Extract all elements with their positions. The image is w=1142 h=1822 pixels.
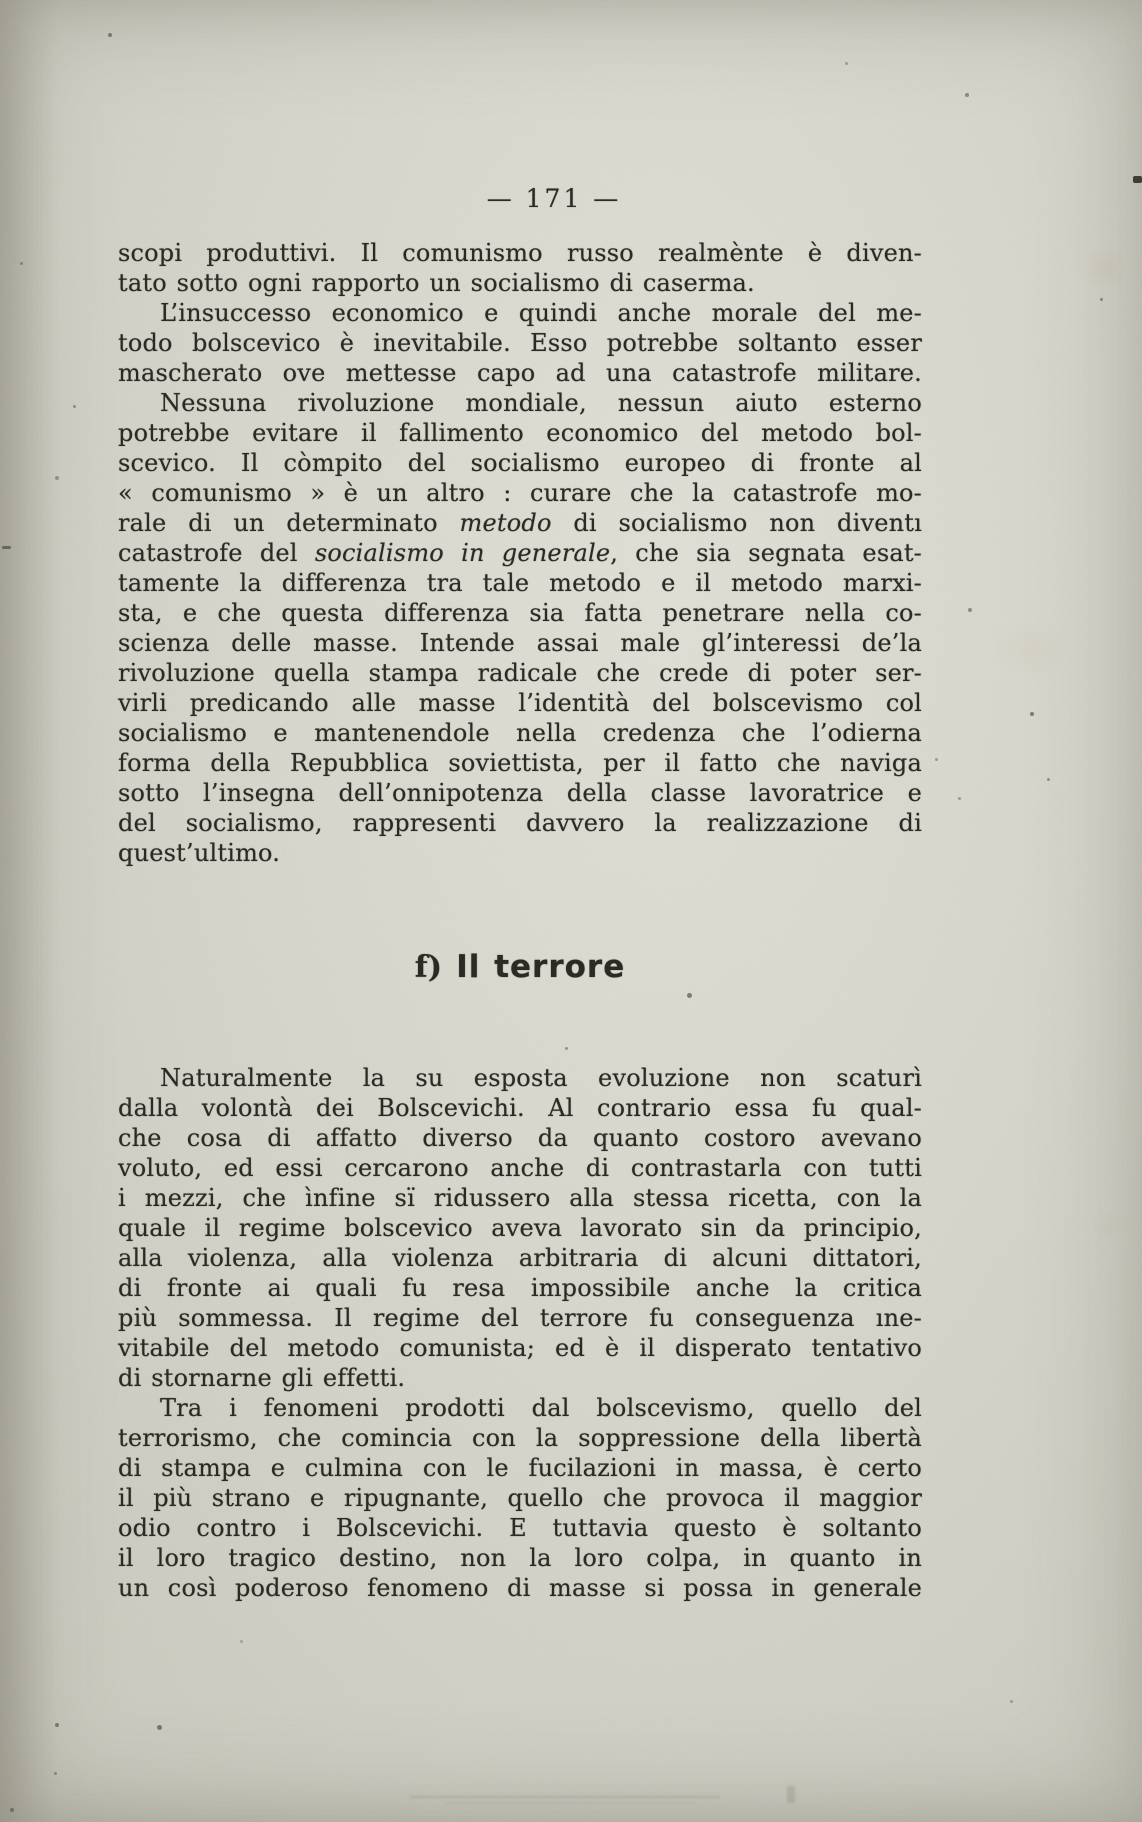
text-line: Tra i fenomeni prodotti dal bolscevismo, quello del: [160, 1394, 922, 1422]
text-line: quest’ultimo.: [118, 839, 281, 867]
scan-speck: [958, 797, 961, 800]
text-line: che cosa di affatto diverso da quanto costoro avevano: [118, 1124, 922, 1152]
scan-ink-dash: [1133, 176, 1142, 183]
text-line: il più strano e ripugnante, quello che provoca il maggior: [118, 1484, 922, 1512]
text-line: tamente la differenza tra tale metodo e il metodo marxi-: [118, 569, 922, 597]
text-line: « comunismo » è un altro : curare che la catastrofe mo-: [118, 479, 922, 507]
scan-speck: [55, 1723, 59, 1727]
text-line: scienza delle masse. Intende assai male gl’interessi de’la: [118, 629, 922, 657]
paragraph: [118, 1063, 922, 1393]
text-block: [118, 238, 922, 1603]
scan-speck: [10, 1808, 14, 1812]
heading-prefix: f): [414, 950, 443, 985]
section-before-heading: [118, 238, 922, 868]
heading-title: Il terrore: [456, 949, 626, 985]
paragraph: [118, 238, 922, 298]
scan-smudge: [787, 1786, 795, 1803]
text-line: rale di un determinato metodo di socialismo non diventı: [118, 509, 922, 537]
text-line: vitabile del metodo comunista; ed è il disperato tentativo: [118, 1334, 922, 1362]
paragraph: [118, 1393, 922, 1603]
text-line: un così poderoso fenomeno di masse si possa in generale: [118, 1574, 922, 1602]
scan-speck: [965, 93, 969, 97]
scan-speck: [55, 476, 59, 480]
scan-speck: [20, 262, 23, 265]
section-after-heading: [118, 1063, 922, 1603]
text-line: scopi produttivi. Il comunismo russo realmènte è diven-: [118, 239, 922, 267]
scan-speck: [845, 62, 848, 65]
paragraph: [118, 298, 922, 388]
text-line: tato sotto ogni rapporto un socialismo di caserma.: [118, 269, 755, 297]
scan-stain: [1080, 245, 1130, 290]
text-line: potrebbe evitare il fallimento economico del metodo bol-: [118, 419, 922, 447]
text-line: rivoluzione quella stampa radicale che crede di poter ser-: [118, 659, 922, 687]
gutter-shadow: [0, 0, 58, 1822]
text-line: socialismo e mantenendole nella credenza che l’odierna: [118, 719, 922, 747]
scan-speck: [73, 405, 76, 408]
text-line: più sommessa. Il regime del terrore fu conseguenza ıne-: [118, 1304, 922, 1332]
page-number: — 171 —: [486, 184, 622, 213]
scan-speck: [108, 33, 112, 37]
text-line: i mezzi, che ìnfine sï ridussero alla stessa ricetta, con la: [118, 1184, 922, 1212]
scan-speck: [935, 758, 938, 761]
paragraph: [118, 388, 922, 868]
text-line: todo bolscevico è inevitabile. Esso potrebbe soltanto esser: [118, 329, 922, 357]
scan-stain: [1090, 1210, 1130, 1240]
text-line: Nessuna rivoluzione mondiale, nessun aiuto esterno: [160, 389, 922, 417]
scan-speck: [1010, 1700, 1013, 1703]
text-line: di stornarne gli effetti.: [118, 1364, 406, 1392]
text-line: sotto l’insegna dell’onnipotenza della classe lavoratrice e: [118, 779, 922, 807]
text-line: alla violenza, alla violenza arbitraria di alcuni dittatori,: [118, 1244, 922, 1272]
text-line: scevico. Il còmpito del socialismo europeo di fronte al: [118, 449, 922, 477]
text-line: catastrofe del socialismo in generale, che sia segnata esat-: [118, 539, 922, 567]
scan-speck: [1047, 778, 1050, 781]
text-line: virli predicando alle masse l’identità del bolscevismo col: [118, 689, 922, 717]
text-line: forma della Repubblica soviettista, per il fatto che naviga: [118, 749, 922, 777]
scan-speck: [240, 1640, 243, 1643]
text-line: il loro tragico destino, non la loro colpa, in quanto in: [118, 1544, 922, 1572]
scan-smudge: [410, 1796, 720, 1798]
text-line: mascherato ove mettesse capo ad una catastrofe militare.: [118, 359, 922, 387]
text-line: del socialismo, rappresenti davvero la realizzazione di: [118, 809, 922, 837]
scan-ink-dash: [2, 546, 11, 549]
text-line: dalla volontà dei Bolscevichi. Al contrario essa fu qual-: [118, 1094, 922, 1122]
scan-speck: [1030, 712, 1034, 716]
scan-speck: [157, 1725, 162, 1730]
text-line: voluto, ed essi cercarono anche di contrastarla con tutti: [118, 1154, 922, 1182]
text-line: di stampa e culmina con le fucilazioni in massa, è certo: [118, 1454, 922, 1482]
scan-speck: [1100, 298, 1103, 301]
text-line: sta, e che questa differenza sia fatta penetrare nella co-: [118, 599, 922, 627]
text-line: L’insuccesso economico e quindi anche morale del me-: [160, 299, 922, 327]
section-heading: [118, 949, 922, 992]
text-line: terrorismo, che comincia con la soppressione della libertà: [118, 1424, 922, 1452]
scan-speck: [968, 608, 972, 612]
text-line: Naturalmente la su esposta evoluzione non scaturì: [160, 1064, 922, 1092]
text-line: quale il regime bolscevico aveva lavorato sin da principio,: [118, 1214, 922, 1242]
scan-speck: [54, 1772, 57, 1775]
text-line: di fronte ai quali fu resa impossibile anche la critica: [118, 1274, 922, 1302]
scan-smudge: [445, 1802, 695, 1804]
text-line: odio contro i Bolscevichi. E tuttavia questo è soltanto: [118, 1514, 922, 1542]
scan-stain: [990, 620, 1070, 680]
